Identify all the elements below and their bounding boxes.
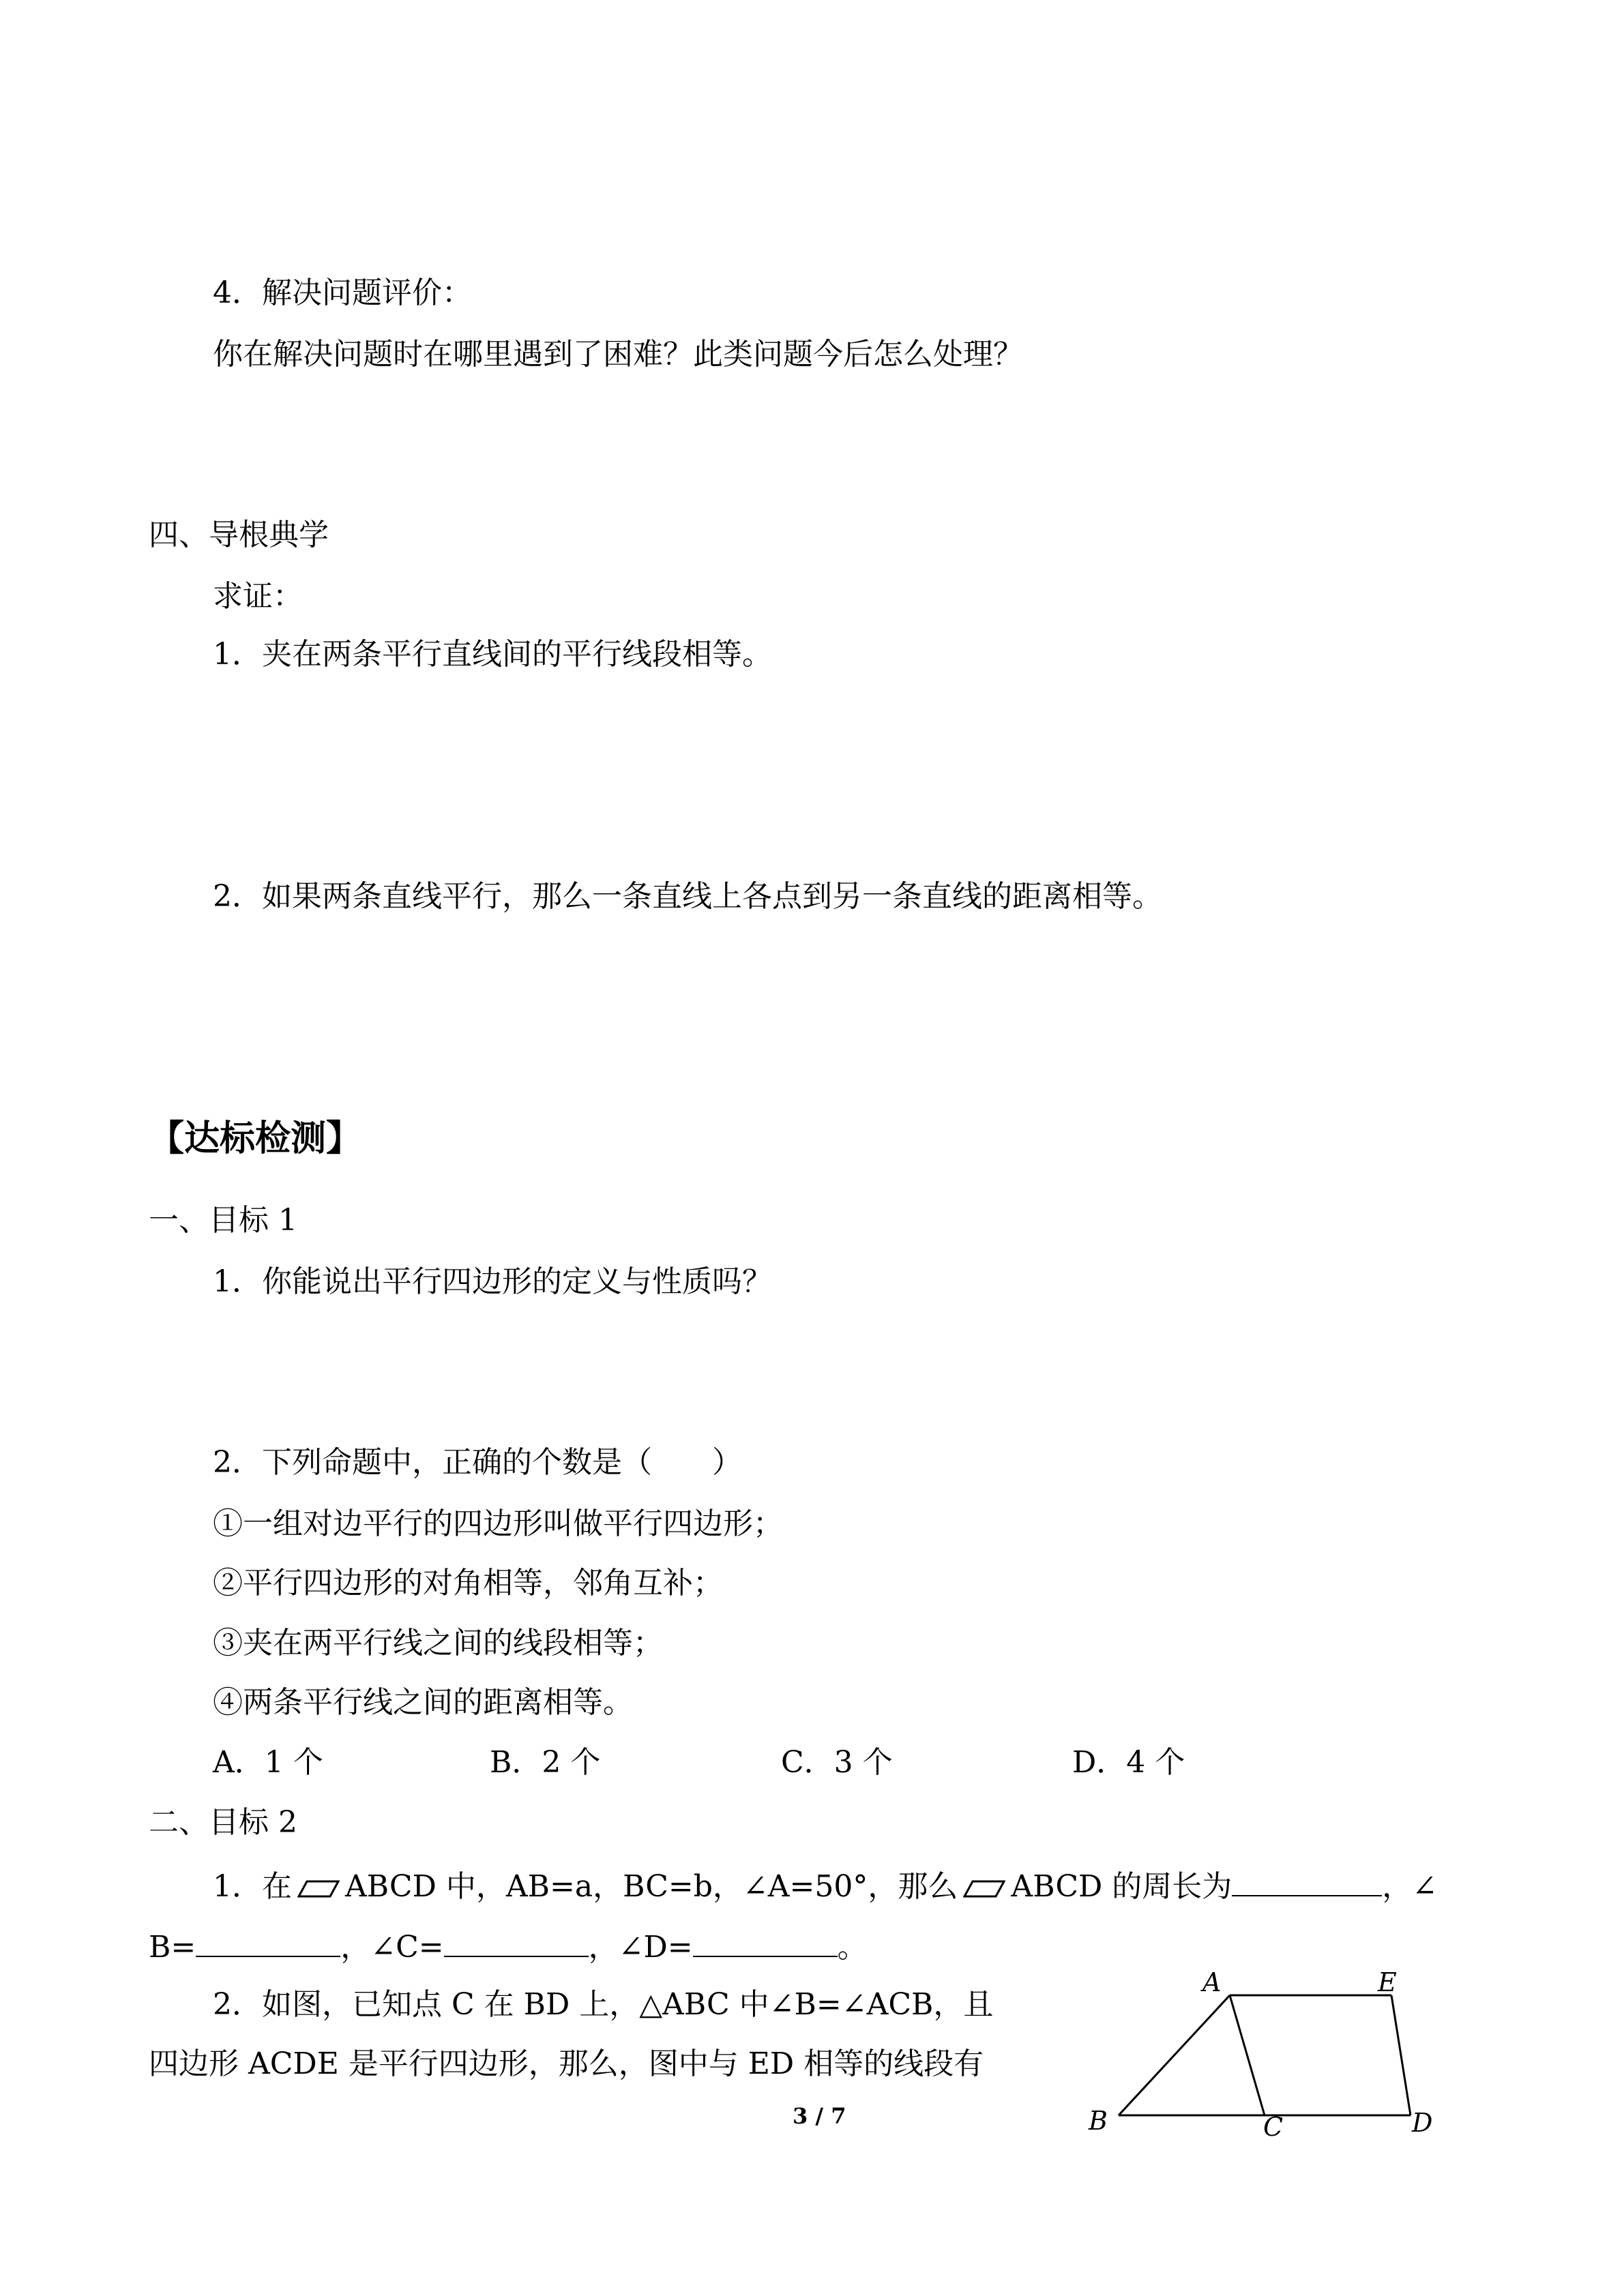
- option-b: B．2 个: [490, 1745, 601, 1780]
- label-e: E: [1378, 1967, 1397, 1997]
- q1-text-b: ABCD 中，AB=a，BC=b，∠A=50°，那么: [345, 1869, 958, 1904]
- goal2-heading: 二、目标 2: [149, 1805, 297, 1840]
- prove-item-2: 2．如果两条直线平行，那么一条直线上各点到另一条直线的距离相等。: [213, 879, 1162, 914]
- angle-d-blank[interactable]: [693, 1924, 838, 1957]
- q1-text-e: B=: [149, 1930, 196, 1965]
- parallelogram-figure: [1078, 1964, 1460, 2141]
- q1-text-a: 1．在: [213, 1869, 292, 1904]
- q1-text-g: ，∠D=: [588, 1930, 693, 1965]
- statement-4: ④两条平行线之间的距离相等。: [213, 1685, 633, 1720]
- statement-1: ①一组对边平行的四边形叫做平行四边形；: [213, 1506, 783, 1541]
- segment-ac: [1230, 1995, 1265, 2115]
- parallelogram-symbol-icon: [297, 1880, 340, 1898]
- section4-title: 4．解决问题评价：: [213, 275, 472, 310]
- goal2-q2-line1: 2．如图，已知点 C 在 BD 上，△ABC 中∠B=∠ACB，且: [213, 1987, 994, 2022]
- goal1-q1: 1．你能说出平行四边形的定义与性质吗？: [213, 1264, 772, 1299]
- part4-heading: 四、导根典学: [149, 518, 329, 552]
- angle-c-blank[interactable]: [444, 1924, 589, 1957]
- option-a: A．1 个: [213, 1745, 323, 1780]
- prove-label: 求证：: [213, 579, 303, 614]
- q1-text-f: ，∠C=: [340, 1930, 444, 1965]
- test-title: 【达标检测】: [149, 1118, 362, 1159]
- section4-question: 你在解决问题时在哪里遇到了困难？此类问题今后怎么处理？: [213, 337, 1023, 372]
- label-a: A: [1202, 1967, 1222, 1997]
- statement-3: ③夹在两平行线之间的线段相等；: [213, 1626, 663, 1660]
- perimeter-blank[interactable]: [1232, 1864, 1382, 1896]
- goal2-q2-line2: 四边形 ACDE 是平行四边形，那么，图中与 ED 相等的线段有: [149, 2046, 984, 2081]
- q1-text-c: ABCD 的周长为: [1011, 1869, 1232, 1904]
- statement-2: ②平行四边形的对角相等，邻角互补；: [213, 1566, 723, 1600]
- label-b: B: [1089, 2106, 1108, 2136]
- prove-item-1: 1．夹在两条平行直线间的平行线段相等。: [213, 637, 772, 672]
- goal2-q1-line1: [213, 1864, 1437, 1907]
- segment-ab: [1119, 1995, 1230, 2115]
- option-c: C．3 个: [781, 1745, 893, 1780]
- goal1-q2: 2．下列命题中，正确的个数是（ ）: [213, 1445, 742, 1480]
- q1-text-d: ，∠: [1382, 1869, 1438, 1904]
- label-d: D: [1412, 2108, 1433, 2138]
- parallelogram-symbol-icon: [963, 1880, 1005, 1898]
- goal1-heading: 一、目标 1: [149, 1203, 297, 1238]
- segment-ed: [1391, 1995, 1411, 2115]
- page-number: 3 / 7: [793, 2103, 846, 2129]
- angle-b-blank[interactable]: [196, 1924, 340, 1957]
- label-c: C: [1263, 2112, 1284, 2141]
- option-d: D．4 个: [1072, 1745, 1185, 1780]
- q1-text-h: 。: [837, 1930, 868, 1965]
- goal2-q1-line2: [149, 1924, 868, 1968]
